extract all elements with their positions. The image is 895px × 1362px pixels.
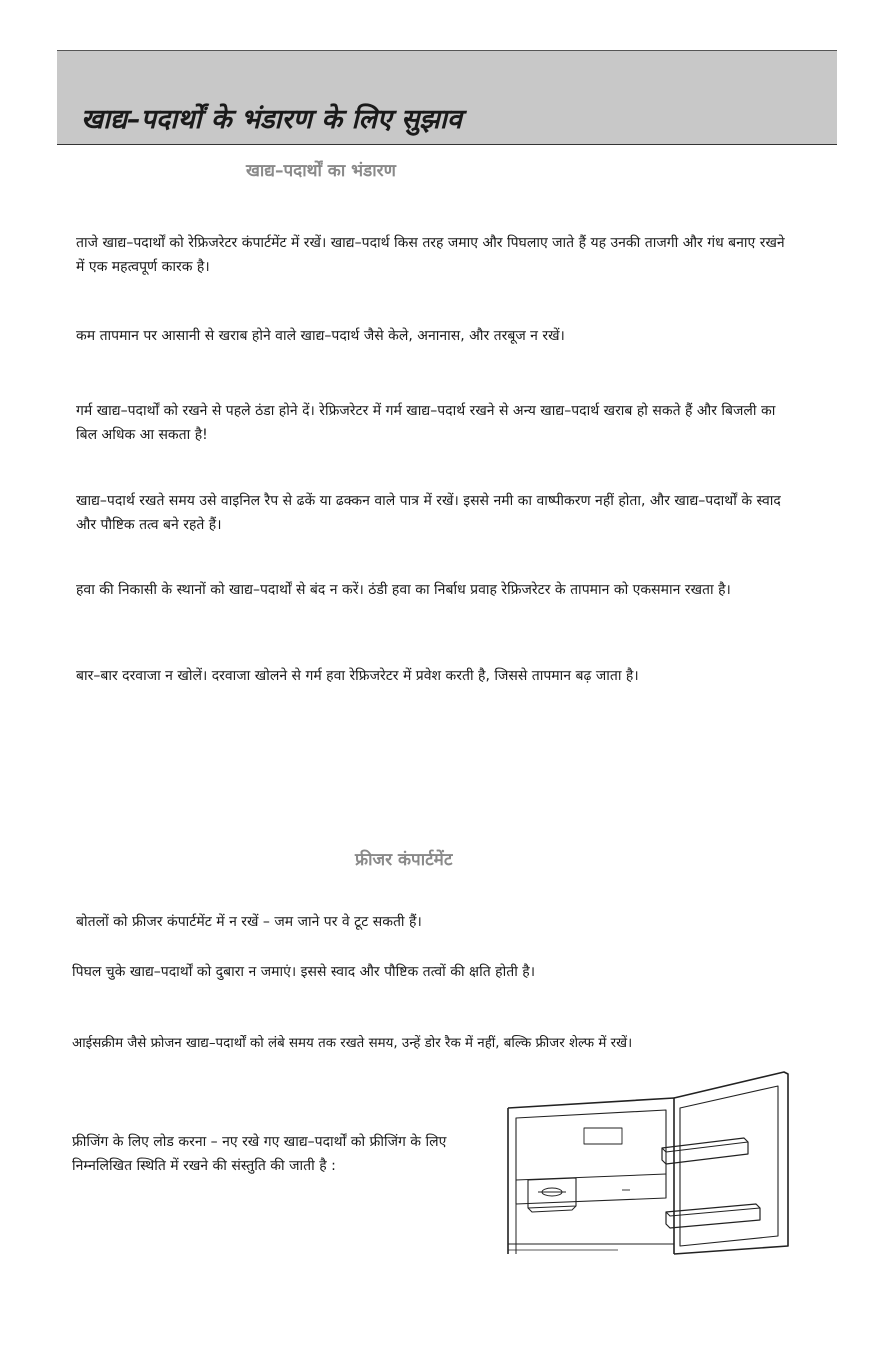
freezer-section-heading: फ्रीजर कंपार्टमेंट [355, 850, 453, 870]
storage-paragraph: हवा की निकासी के स्थानों को खाद्य–पदार्थों से बंद न करें। ठंडी हवा का निर्बाध प्रवाह रेफ्रिजरेटर के तापमान को एकसमान रखता है। [76, 582, 731, 598]
open-freezer-illustration [498, 1068, 798, 1258]
page-title: खाद्य–पदार्थों के भंडारण के लिए सुझाव [81, 104, 462, 135]
storage-paragraph: कम तापमान पर आसानी से खराब होने वाले खाद्य–पदार्थ जैसे केले, अनानास, और तरबूज न रखें। [76, 328, 565, 344]
freezer-paragraph: फ्रीजिंग के लिए लोड करना – नए रखे गए खाद्य–पदार्थों को फ्रीजिंग के लिए निम्नलिखित स्थिति में रखने की संस्तुति की जाती है : [72, 1134, 447, 1174]
freezer-paragraph: बोतलों को फ्रीजर कंपार्टमेंट में न रखें – जम जाने पर वे टूट सकती हैं। [76, 914, 422, 930]
storage-paragraph: गर्म खाद्य–पदार्थों को रखने से पहले ठंडा होने दें। रेफ्रिजरेटर में गर्म खाद्य–पदार्थ रखने से अन्य खाद्य–पदार्थ खराब हो सकते हैं और बिजली का बिल अधिक आ सकता है! [76, 403, 776, 443]
freezer-paragraph: पिघल चुके खाद्य–पदार्थों को दुबारा न जमाएं। इससे स्वाद और पौष्टिक तत्वों की क्षति होती है। [72, 964, 536, 980]
freezer-paragraph: आईसक्रीम जैसे फ्रोजन खाद्य–पदार्थों को लंबे समय तक रखते समय, उन्हें डोर रैक में नहीं, बल्कि फ्रीजर शेल्फ में रखें। [72, 1036, 633, 1051]
header-band [57, 50, 837, 145]
storage-section-heading: खाद्य–पदार्थों का भंडारण [246, 161, 396, 181]
storage-paragraph: खाद्य–पदार्थ रखते समय उसे वाइनिल रैप से ढकें या ढक्कन वाले पात्र में रखें। इससे नमी का वाष्पीकरण नहीं होता, और खाद्य–पदार्थों के स्वाद और पौष्टिक तत्व बने रहते हैं। [76, 493, 781, 533]
storage-paragraph: बार–बार दरवाजा न खोलें। दरवाजा खोलने से गर्म हवा रेफ्रिजरेटर में प्रवेश करती है, जिससे तापमान बढ़ जाता है। [76, 668, 639, 684]
storage-paragraph: ताजे खाद्य–पदार्थों को रेफ्रिजरेटर कंपार्टमेंट में रखें। खाद्य–पदार्थ किस तरह जमाए और पिघलाए जाते हैं यह उनकी ताजगी और गंध बनाए रखने में एक महत्वपूर्ण कारक है। [76, 235, 785, 275]
